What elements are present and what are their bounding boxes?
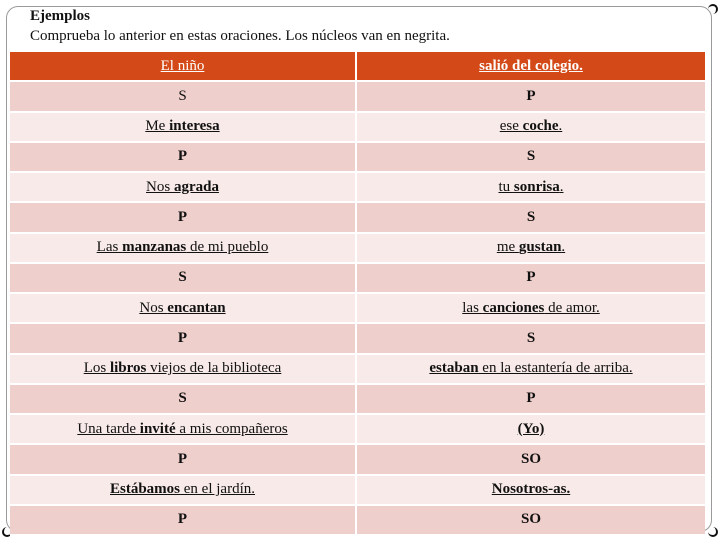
sentence-part: . <box>558 118 563 135</box>
sentence-nucleus: canciones <box>482 299 545 316</box>
table-cell-sentence: Nosotros-as. <box>357 476 705 506</box>
table-cell-label: P <box>10 506 357 536</box>
sentence-part: . <box>559 178 564 195</box>
table-header-left: El niño <box>10 52 357 82</box>
table-cell-sentence <box>357 173 705 203</box>
table-cell-sentence <box>357 294 705 324</box>
sentence-nucleus: invité <box>139 420 176 437</box>
table-cell-sentence <box>357 234 705 264</box>
sentence-nucleus: Estábamos <box>110 481 181 498</box>
sentence-part: Una tarde <box>77 420 140 437</box>
sentence-part: ese <box>499 118 523 135</box>
table-cell-label: P <box>10 324 357 354</box>
sentence-nucleus: manzanas <box>122 239 187 256</box>
sentence-part: tu <box>498 178 514 195</box>
table-cell-sentence <box>10 476 357 506</box>
table-cell-sentence <box>10 113 357 143</box>
sentence-part: las <box>462 299 483 316</box>
table-cell-label: S <box>357 143 705 173</box>
table-cell-sentence <box>10 294 357 324</box>
sentence-part: de mi pueblo <box>186 239 269 256</box>
table-cell-sentence <box>10 415 357 445</box>
sentence-part: de amor. <box>544 299 600 316</box>
corner-mark-bottom-right <box>708 527 718 537</box>
table-cell-label: S <box>10 82 357 112</box>
sentence-nucleus: interesa <box>169 118 220 135</box>
table-cell-label: S <box>357 203 705 233</box>
sentence-part: en el jardín. <box>180 481 255 498</box>
table-header-right: salió del colegio. <box>357 52 705 82</box>
table-cell-label: S <box>10 385 357 415</box>
slide-subtitle: Comprueba lo anterior en estas oraciones. Los núcleos van en negrita. <box>30 28 450 44</box>
table-cell-sentence <box>10 355 357 385</box>
table-cell-label: P <box>10 445 357 475</box>
table-cell-label: P <box>357 385 705 415</box>
table-cell-label: S <box>10 264 357 294</box>
table-cell-label: S <box>357 324 705 354</box>
sentence-nucleus: libros <box>109 360 147 377</box>
corner-mark-top-right <box>708 4 718 14</box>
sentence-part: en la estantería de arriba. <box>478 360 633 377</box>
subject-predicate-table <box>10 52 705 536</box>
sentence-part: Nos <box>139 299 168 316</box>
table-cell-sentence <box>357 113 705 143</box>
table-cell-label: P <box>357 264 705 294</box>
table-cell-label: P <box>357 82 705 112</box>
slide-title: Ejemplos <box>30 8 90 24</box>
table-cell-sentence <box>10 234 357 264</box>
slide-header <box>30 6 450 46</box>
sentence-nucleus: estaban <box>429 360 479 377</box>
sentence-part: Los <box>83 360 110 377</box>
table-cell-label: P <box>10 143 357 173</box>
sentence-part: Las <box>96 239 123 256</box>
sentence-part: . <box>561 239 566 256</box>
sentence-part: me <box>496 239 519 256</box>
sentence-part: Nos <box>146 178 174 195</box>
sentence-part: a mis compañeros <box>175 420 288 437</box>
table-cell-sentence <box>10 173 357 203</box>
sentence-nucleus: coche <box>522 118 559 135</box>
table-cell-sentence: (Yo) <box>357 415 705 445</box>
sentence-nucleus: gustan <box>518 239 562 256</box>
sentence-part: Me <box>145 118 170 135</box>
table-cell-label: SO <box>357 445 705 475</box>
sentence-part: viejos de la biblioteca <box>146 360 282 377</box>
sentence-nucleus: agrada <box>173 178 219 195</box>
sentence-nucleus: sonrisa <box>513 178 560 195</box>
sentence-nucleus: encantan <box>167 299 226 316</box>
table-cell-sentence <box>357 355 705 385</box>
table-cell-label: SO <box>357 506 705 536</box>
table-cell-label: P <box>10 203 357 233</box>
